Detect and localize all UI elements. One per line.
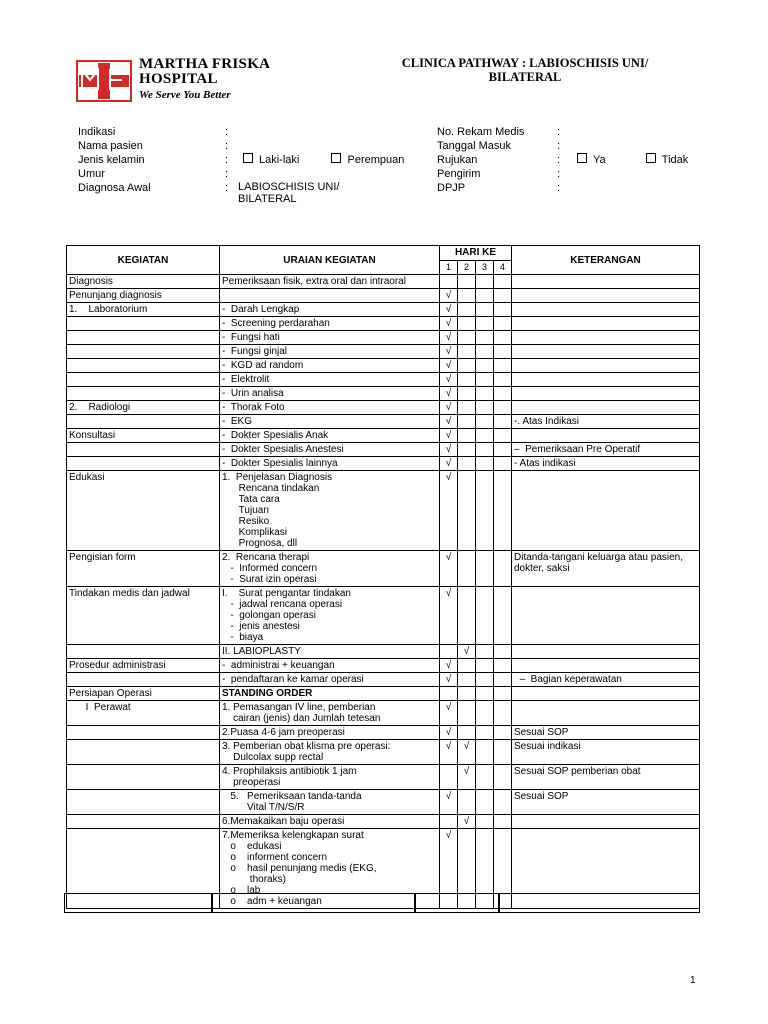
table-row <box>67 359 700 373</box>
cell-day-check: √ <box>440 359 458 373</box>
cell-keterangan <box>512 317 700 331</box>
cell-day-check <box>476 345 494 359</box>
cell-day-check <box>494 317 512 331</box>
cell-uraian: - Elektrolit <box>220 373 440 387</box>
cell-day-check <box>440 687 458 701</box>
table-row <box>67 289 700 303</box>
cell-uraian: - KGD ad random <box>220 359 440 373</box>
cell-kegiatan <box>67 457 220 471</box>
cell-uraian: 2.Puasa 4-6 jam preoperasi <box>220 726 440 740</box>
cell-day-check <box>476 645 494 659</box>
cell-kegiatan <box>67 645 220 659</box>
cell-day-check <box>476 471 494 551</box>
cell-day-check <box>476 765 494 790</box>
cell-kegiatan: 2. Radiologi <box>67 401 220 415</box>
label-indikasi: Indikasi <box>78 126 116 138</box>
cell-day-check <box>440 645 458 659</box>
cell-day-check <box>476 740 494 765</box>
cell-day-check <box>494 673 512 687</box>
cell-keterangan <box>512 587 700 645</box>
label-umur: Umur <box>78 168 105 180</box>
cell-day-check: √ <box>440 317 458 331</box>
cell-day-check <box>494 443 512 457</box>
cell-uraian: 4. Prophilaksis antibiotik 1 jam preoperasi <box>220 765 440 790</box>
cell-day-check <box>494 457 512 471</box>
cell-day-check <box>458 289 476 303</box>
info-right-labels <box>437 125 524 195</box>
cell-keterangan <box>512 289 700 303</box>
cell-day-check <box>494 345 512 359</box>
cell-day-check <box>458 551 476 587</box>
cell-uraian: - Dokter Spesialis lainnya <box>220 457 440 471</box>
cell-day-check <box>494 765 512 790</box>
cell-day-check <box>494 359 512 373</box>
cell-uraian: - administrai + keuangan <box>220 659 440 673</box>
cell-day-check <box>458 726 476 740</box>
cell-kegiatan: I Perawat <box>67 701 220 726</box>
cell-uraian: - Darah Lengkap <box>220 303 440 317</box>
cell-day-check <box>494 551 512 587</box>
cell-keterangan <box>512 275 700 289</box>
cell-day-check <box>458 471 476 551</box>
clinical-pathway-table <box>66 245 700 909</box>
cell-day-check <box>476 387 494 401</box>
info-left-colons: : : : : : <box>225 126 229 194</box>
cell-day-check <box>476 443 494 457</box>
cell-uraian: - Urin analisa <box>220 387 440 401</box>
table-row <box>67 443 700 457</box>
cell-keterangan <box>512 387 700 401</box>
table-row <box>67 659 700 673</box>
cell-day-check: √ <box>458 815 476 829</box>
hospital-slogan: We Serve You Better <box>139 89 231 101</box>
cell-kegiatan: Persiapan Operasi <box>67 687 220 701</box>
cell-uraian: 3. Pemberian obat klisma pre operasi: Dulcolax supp rectal <box>220 740 440 765</box>
cell-day-check <box>458 429 476 443</box>
cell-day-check <box>458 373 476 387</box>
cell-day-check <box>494 726 512 740</box>
cell-day-check: √ <box>440 659 458 673</box>
label-nama-pasien: Nama pasien <box>78 140 143 152</box>
cell-day-check <box>494 331 512 345</box>
cell-day-check <box>476 815 494 829</box>
info-right-colons: : : : : : <box>557 126 561 194</box>
table-row <box>67 551 700 587</box>
cell-day-check <box>494 387 512 401</box>
cell-day-check <box>494 275 512 289</box>
cell-day-check: √ <box>458 740 476 765</box>
cell-kegiatan <box>67 373 220 387</box>
table-row <box>67 673 700 687</box>
cell-uraian: 6.Memakaikan baju operasi <box>220 815 440 829</box>
footer-cell <box>414 893 500 913</box>
cell-day-check <box>458 401 476 415</box>
table-row <box>67 765 700 790</box>
cell-keterangan <box>512 373 700 387</box>
cell-day-check <box>494 415 512 429</box>
cell-day-check: √ <box>440 373 458 387</box>
cell-day-check: √ <box>440 829 458 909</box>
cell-day-check <box>476 790 494 815</box>
table-row <box>67 645 700 659</box>
cell-kegiatan: Prosedur administrasi <box>67 659 220 673</box>
cell-kegiatan: Diagnosis <box>67 275 220 289</box>
checkbox-tidak[interactable] <box>646 153 656 163</box>
cell-kegiatan: Tindakan medis dan jadwal <box>67 587 220 645</box>
table-row <box>67 331 700 345</box>
cell-uraian: - Fungsi ginjal <box>220 345 440 359</box>
cell-kegiatan <box>67 673 220 687</box>
cell-keterangan: Sesuai SOP <box>512 790 700 815</box>
header-day: 4 <box>494 260 512 275</box>
cell-day-check <box>476 373 494 387</box>
footer-cell <box>211 893 416 913</box>
label-jenis-kelamin: Jenis kelamin <box>78 154 145 166</box>
header-uraian: URAIAN KEGIATAN <box>220 246 440 275</box>
cell-day-check: √ <box>440 790 458 815</box>
cell-keterangan <box>512 471 700 551</box>
cell-keterangan <box>512 701 700 726</box>
cell-day-check <box>458 687 476 701</box>
cell-kegiatan <box>67 443 220 457</box>
document-title: CLINICA PATHWAY : LABIOSCHISIS UNI/ BILATERAL <box>401 56 649 84</box>
cell-day-check: √ <box>440 551 458 587</box>
cell-day-check <box>476 659 494 673</box>
cell-kegiatan: Penunjang diagnosis <box>67 289 220 303</box>
cell-uraian: - Fungsi hati <box>220 331 440 345</box>
table-header-row <box>67 246 700 261</box>
cell-day-check <box>440 275 458 289</box>
checkbox-perempuan[interactable] <box>331 153 341 163</box>
table-row <box>67 726 700 740</box>
cell-day-check <box>476 401 494 415</box>
cell-day-check <box>494 289 512 303</box>
label-tanggal-masuk: Tanggal Masuk <box>437 140 511 152</box>
footer-cell <box>64 893 213 913</box>
header-kegiatan: KEGIATAN <box>67 246 220 275</box>
cell-day-check <box>476 457 494 471</box>
info-left-labels <box>78 125 151 195</box>
cell-day-check <box>494 429 512 443</box>
cell-day-check <box>476 673 494 687</box>
table-row <box>67 303 700 317</box>
cell-day-check <box>494 740 512 765</box>
table-row <box>67 701 700 726</box>
cell-day-check <box>476 587 494 645</box>
label-diagnosa-awal: Diagnosa Awal <box>78 182 151 194</box>
cell-uraian: 5. Pemeriksaan tanda-tanda Vital T/N/S/R <box>220 790 440 815</box>
table-row <box>67 740 700 765</box>
header-day: 3 <box>476 260 494 275</box>
cell-uraian: - Screening perdarahan <box>220 317 440 331</box>
cell-day-check <box>476 415 494 429</box>
cell-day-check <box>458 387 476 401</box>
cell-keterangan: Ditanda-tangani keluarga atau pasien, dokter, saksi <box>512 551 700 587</box>
cell-day-check: √ <box>440 429 458 443</box>
cell-keterangan: – Bagian keperawatan <box>512 673 700 687</box>
table-row <box>67 345 700 359</box>
cell-day-check: √ <box>440 443 458 457</box>
table-row <box>67 275 700 289</box>
cell-day-check <box>476 429 494 443</box>
diagnosa-awal-value: LABIOSCHISIS UNI/ BILATERAL <box>238 181 340 205</box>
cell-keterangan <box>512 815 700 829</box>
header-day: 1 <box>440 260 458 275</box>
label-dpjp: DPJP <box>437 182 466 194</box>
cell-day-check <box>458 345 476 359</box>
cell-day-check <box>476 359 494 373</box>
cell-keterangan <box>512 345 700 359</box>
cell-day-check <box>458 790 476 815</box>
table-row <box>67 815 700 829</box>
table-row <box>67 401 700 415</box>
cell-day-check: √ <box>440 345 458 359</box>
checkbox-laki-laki[interactable] <box>243 153 253 163</box>
hospital-logo <box>76 60 132 102</box>
cell-day-check <box>458 659 476 673</box>
cell-kegiatan <box>67 765 220 790</box>
table-row <box>67 317 700 331</box>
cell-day-check <box>494 659 512 673</box>
cell-uraian: 2. Rencana therapi - Informed concern - Surat izin operasi <box>220 551 440 587</box>
cell-uraian: - pendaftaran ke kamar operasi <box>220 673 440 687</box>
cell-uraian: Pemeriksaan fisik, extra oral dan intraoral <box>220 275 440 289</box>
header-day: 2 <box>458 260 476 275</box>
cell-day-check <box>494 303 512 317</box>
cell-kegiatan <box>67 740 220 765</box>
cell-day-check <box>458 587 476 645</box>
cell-keterangan <box>512 331 700 345</box>
cell-day-check: √ <box>458 645 476 659</box>
cell-kegiatan: Konsultasi <box>67 429 220 443</box>
cell-uraian: - Thorak Foto <box>220 401 440 415</box>
gender-options: Laki-laki Perempuan <box>243 153 404 167</box>
cell-keterangan <box>512 687 700 701</box>
cell-kegiatan: Pengisian form <box>67 551 220 587</box>
label-rujukan: Rujukan <box>437 154 478 166</box>
cell-day-check: √ <box>440 701 458 726</box>
table-row <box>67 429 700 443</box>
cell-day-check: √ <box>440 289 458 303</box>
cell-kegiatan <box>67 331 220 345</box>
cell-day-check <box>458 443 476 457</box>
cell-day-check: √ <box>440 673 458 687</box>
cell-day-check <box>494 687 512 701</box>
table-row <box>67 471 700 551</box>
cell-uraian: - Dokter Spesialis Anak <box>220 429 440 443</box>
table-row <box>67 790 700 815</box>
cell-uraian <box>220 289 440 303</box>
cell-keterangan: -. Atas Indikasi <box>512 415 700 429</box>
cell-keterangan: – Pemeriksaan Pre Operatif <box>512 443 700 457</box>
cell-keterangan <box>512 659 700 673</box>
table-row <box>67 687 700 701</box>
footer-cell <box>498 893 700 913</box>
cell-day-check <box>458 457 476 471</box>
cell-keterangan: Sesuai SOP pemberian obat <box>512 765 700 790</box>
table-row <box>67 373 700 387</box>
table-row <box>67 415 700 429</box>
table-row <box>67 457 700 471</box>
cell-day-check <box>458 275 476 289</box>
cell-day-check <box>440 765 458 790</box>
cell-day-check <box>494 471 512 551</box>
cell-keterangan: Sesuai SOP <box>512 726 700 740</box>
cell-day-check <box>476 551 494 587</box>
cell-day-check <box>458 331 476 345</box>
header-hari-ke: HARI KE <box>440 246 512 261</box>
cell-keterangan <box>512 645 700 659</box>
cell-day-check: √ <box>440 401 458 415</box>
cell-day-check: √ <box>440 726 458 740</box>
cell-day-check <box>440 815 458 829</box>
cell-day-check: √ <box>440 387 458 401</box>
cell-keterangan <box>512 401 700 415</box>
cell-day-check: √ <box>440 331 458 345</box>
cell-day-check <box>476 317 494 331</box>
cell-kegiatan <box>67 815 220 829</box>
cell-day-check: √ <box>458 765 476 790</box>
cell-uraian: 7.Memeriksa kelengkapan surat o edukasi o informent concern o hasil penunjang medis (EKG, thoraks) o lab o adm + keuangan <box>220 829 440 909</box>
cell-kegiatan: 1. Laboratorium <box>67 303 220 317</box>
cell-kegiatan <box>67 345 220 359</box>
cell-uraian: I. Surat pengantar tindakan - jadwal rencana operasi - golongan operasi - jenis anestesi - biaya <box>220 587 440 645</box>
cell-kegiatan <box>67 415 220 429</box>
cell-keterangan <box>512 303 700 317</box>
cell-day-check <box>458 359 476 373</box>
cell-uraian: 1. Penjelasan Diagnosis Rencana tindakan Tata cara Tujuan Resiko Komplikasi Prognosa, dll <box>220 471 440 551</box>
table-row <box>67 387 700 401</box>
cell-day-check: √ <box>440 415 458 429</box>
cell-kegiatan <box>67 359 220 373</box>
cell-day-check: √ <box>440 471 458 551</box>
cell-kegiatan: Edukasi <box>67 471 220 551</box>
cell-day-check <box>494 701 512 726</box>
cell-day-check: √ <box>440 457 458 471</box>
cell-keterangan <box>512 359 700 373</box>
cell-kegiatan <box>67 790 220 815</box>
table-row <box>67 587 700 645</box>
checkbox-ya[interactable] <box>577 153 587 163</box>
cell-day-check <box>494 645 512 659</box>
cell-day-check <box>476 331 494 345</box>
cell-day-check <box>476 289 494 303</box>
header-keterangan: KETERANGAN <box>512 246 700 275</box>
cell-uraian: - Dokter Spesialis Anestesi <box>220 443 440 457</box>
cell-day-check: √ <box>440 740 458 765</box>
cell-day-check <box>476 726 494 740</box>
label-pengirim: Pengirim <box>437 168 481 180</box>
cell-day-check: √ <box>440 303 458 317</box>
cell-kegiatan <box>67 387 220 401</box>
cell-day-check <box>458 701 476 726</box>
cell-day-check <box>494 815 512 829</box>
cell-day-check <box>458 303 476 317</box>
cell-keterangan: Sesuai indikasi <box>512 740 700 765</box>
cell-keterangan: - Atas indikasi <box>512 457 700 471</box>
cell-day-check <box>476 687 494 701</box>
cell-day-check <box>494 587 512 645</box>
page-number: 1 <box>690 975 696 986</box>
cell-day-check <box>458 317 476 331</box>
cell-kegiatan <box>67 317 220 331</box>
cell-day-check <box>494 790 512 815</box>
cell-day-check: √ <box>440 587 458 645</box>
cell-day-check <box>458 415 476 429</box>
label-no-rekam-medis: No. Rekam Medis <box>437 126 525 138</box>
cell-keterangan <box>512 429 700 443</box>
cell-uraian: STANDING ORDER <box>220 687 440 701</box>
cell-kegiatan <box>67 726 220 740</box>
rujukan-options: Ya Tidak <box>577 153 688 167</box>
cell-day-check <box>494 401 512 415</box>
cell-uraian: - EKG <box>220 415 440 429</box>
cell-day-check <box>476 701 494 726</box>
cell-uraian: 1. Pemasangan IV line, pemberian cairan (jenis) dan Jumlah tetesan <box>220 701 440 726</box>
cell-uraian: II. LABIOPLASTY <box>220 645 440 659</box>
cell-day-check <box>476 275 494 289</box>
cell-day-check <box>494 373 512 387</box>
cell-day-check <box>458 673 476 687</box>
cell-day-check <box>476 303 494 317</box>
hospital-name: MARTHA FRISKA HOSPITAL <box>139 56 271 87</box>
